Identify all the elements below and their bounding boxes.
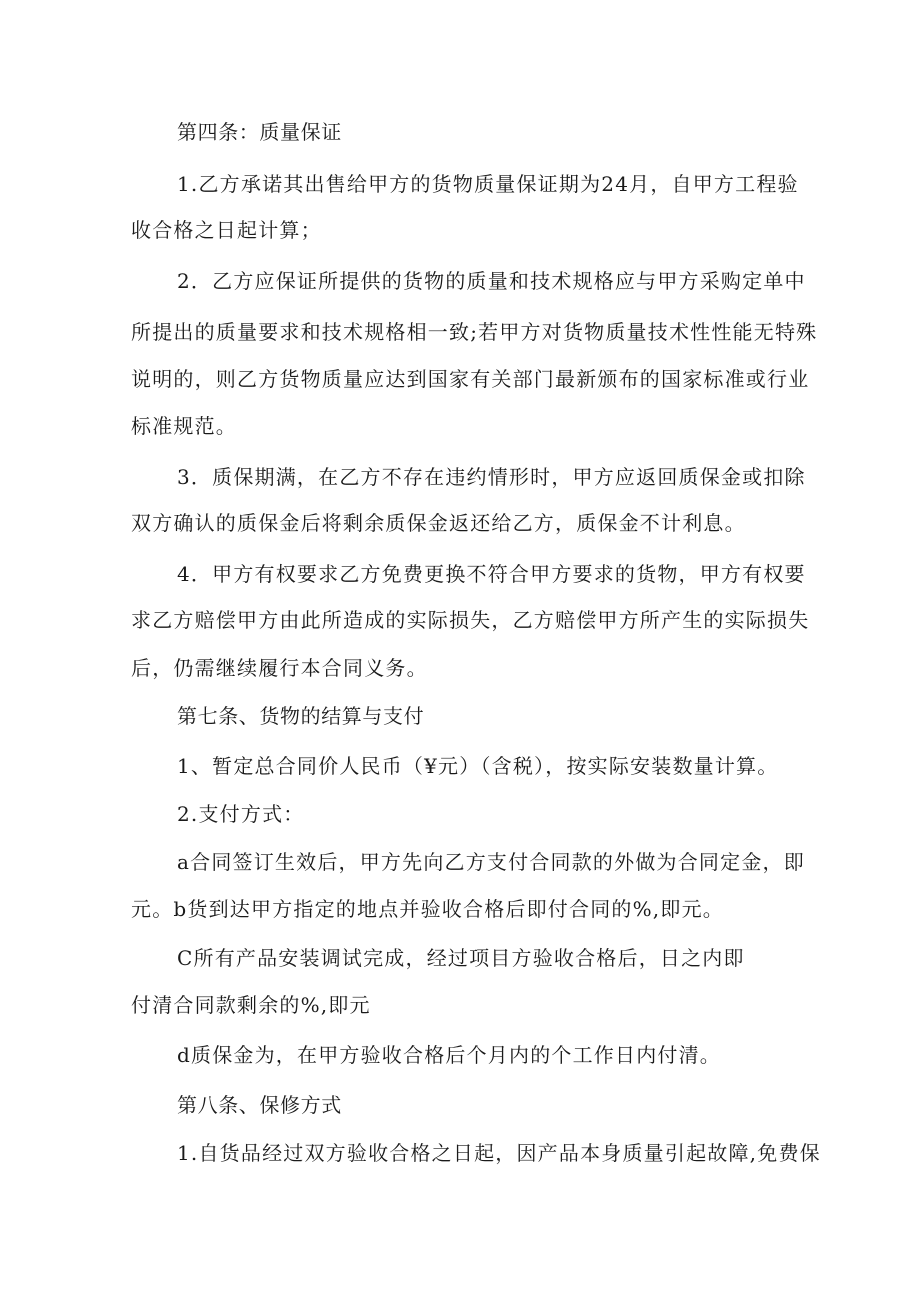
- paragraph-line: d质保金为，在甲方验收合格后个月内的个工作日内付清。: [177, 1043, 722, 1067]
- paragraph-line: 1、暂定总合同价人民币（¥元）（含税），按实际安装数量计算。: [177, 754, 779, 778]
- paragraph-line: 付清合同款剩余的%,即元: [131, 993, 371, 1017]
- paragraph-line: 所提出的质量要求和技术规格相一致;若甲方对货物质量技术性性能无特殊: [131, 320, 818, 344]
- paragraph-line: 标准规范。: [131, 414, 237, 438]
- paragraph-line: 2．乙方应保证所提供的货物的质量和技术规格应与甲方采购定单中: [177, 269, 806, 293]
- paragraph-line: 4．甲方有权要求乙方免费更换不符合甲方要求的货物，甲方有权要: [177, 562, 806, 586]
- section-heading-settlement: 第七条、货物的结算与支付: [177, 704, 425, 728]
- paragraph-line: 2.支付方式：: [177, 802, 305, 826]
- paragraph-line: 收合格之日起计算；: [131, 218, 322, 242]
- paragraph-line: 求乙方赔偿甲方由此所造成的实际损失，乙方赔偿甲方所产生的实际损失: [131, 608, 810, 632]
- paragraph-line: 1.自货品经过双方验收合格之日起，因产品本身质量引起故障,免费保: [177, 1141, 821, 1165]
- paragraph-line: C所有产品安装调试完成，经过项目方验收合格后，日之内即: [177, 946, 745, 970]
- paragraph-line: 说明的，则乙方货物质量应达到国家有关部门最新颁布的国家标准或行业: [131, 367, 810, 391]
- paragraph-line: 双方确认的质保金后将剩余质保金返还给乙方，质保金不计利息。: [131, 511, 746, 535]
- paragraph-line: 3．质保期满，在乙方不存在违约情形时，甲方应返回质保金或扣除: [177, 465, 806, 489]
- paragraph-line: a合同签订生效后，甲方先向乙方支付合同款的外做为合同定金，即: [177, 850, 805, 874]
- paragraph-line: 1.乙方承诺其出售给甲方的货物质量保证期为24月，自甲方工程验: [177, 172, 799, 196]
- section-heading-warranty: 第八条、保修方式: [177, 1093, 342, 1117]
- paragraph-line: 元。b货到达甲方指定的地点并验收合格后即付合同的%,即元。: [131, 897, 724, 921]
- paragraph-line: 后，仍需继续履行本合同义务。: [131, 656, 428, 680]
- section-heading-quality: 第四条：质量保证: [177, 120, 342, 144]
